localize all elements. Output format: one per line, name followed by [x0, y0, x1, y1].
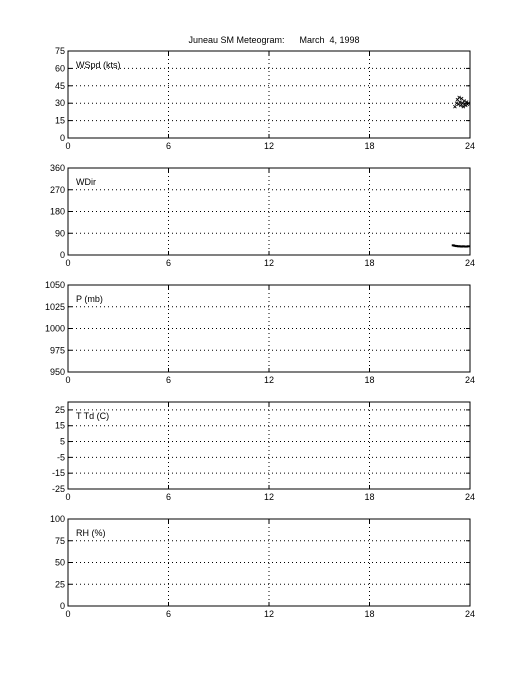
x-tick-label: 18 [364, 141, 375, 151]
x-tick-label: 0 [65, 375, 71, 385]
y-tick-label: 25 [54, 404, 65, 415]
y-tick-label: 5 [59, 436, 65, 447]
plot-frame [68, 51, 470, 138]
y-tick-label: 0 [59, 250, 65, 260]
y-tick-label: 25 [54, 579, 65, 590]
y-tick-label: 100 [49, 514, 65, 524]
figure-title: Juneau SM Meteogram: March 4, 1998 [188, 35, 360, 45]
x-tick-label: 24 [464, 492, 476, 502]
x-tick-label: 18 [364, 375, 375, 385]
x-tick-label: 6 [165, 492, 172, 502]
y-tick-label: 180 [49, 206, 65, 217]
x-tick-label: 12 [263, 141, 275, 151]
y-tick-label: 0 [59, 601, 65, 611]
panel-1 [55, 46, 475, 151]
y-tick-label: 15 [54, 115, 65, 126]
y-tick-label: -5 [56, 452, 65, 463]
x-tick-label: 24 [464, 141, 476, 151]
data-point [467, 245, 470, 247]
x-tick-label: 18 [364, 609, 375, 619]
y-tick-label: 75 [54, 535, 65, 546]
y-tick-label: 0 [59, 133, 65, 143]
panels [45, 46, 475, 619]
y-tick-label: 90 [54, 228, 65, 239]
y-tick-label: 1050 [44, 280, 65, 290]
x-tick-label: 12 [263, 258, 275, 268]
panel-label: T Td (C) [76, 411, 110, 421]
y-tick-label: 45 [54, 80, 65, 91]
x-tick-label: 24 [464, 609, 476, 619]
x-tick-label: 24 [464, 258, 476, 268]
x-tick-label: 6 [165, 258, 172, 268]
x-tick-label: 12 [263, 492, 275, 502]
x-tick-label: 24 [464, 375, 476, 385]
x-tick-label: 6 [165, 609, 172, 619]
x-tick-label: 12 [263, 609, 275, 619]
x-tick-label: 6 [165, 141, 172, 151]
x-tick-label: 0 [65, 141, 71, 151]
y-tick-label: 975 [49, 345, 65, 356]
panel-3 [45, 280, 475, 385]
x-tick-label: 18 [364, 492, 375, 502]
data-point [453, 105, 456, 108]
panel-label: RH (%) [76, 528, 106, 538]
y-tick-label: 360 [49, 163, 65, 173]
y-tick-label: 50 [54, 557, 65, 568]
y-tick-label: 270 [49, 184, 65, 195]
y-tick-label: 30 [54, 98, 65, 109]
x-tick-label: 6 [165, 375, 172, 385]
y-tick-label: 1025 [44, 301, 65, 312]
y-tick-label: 60 [54, 63, 65, 74]
x-tick-label: 0 [65, 492, 71, 502]
panel-5 [50, 514, 475, 619]
plot-frame [68, 402, 470, 489]
panel-4 [52, 402, 475, 502]
panel-label: P (mb) [76, 294, 103, 304]
y-tick-label: 950 [49, 367, 65, 377]
y-tick-label: -15 [51, 468, 65, 479]
y-tick-label: 75 [54, 46, 65, 56]
panel-2 [50, 163, 475, 268]
x-tick-label: 12 [263, 375, 275, 385]
x-tick-label: 18 [364, 258, 375, 268]
y-tick-label: -25 [51, 484, 65, 494]
x-tick-label: 0 [65, 609, 71, 619]
x-tick-label: 0 [65, 258, 71, 268]
panel-label: WSpd (kts) [76, 60, 121, 70]
panel-label: WDir [76, 177, 96, 187]
y-tick-label: 1000 [44, 323, 65, 334]
y-tick-label: 15 [54, 420, 65, 431]
